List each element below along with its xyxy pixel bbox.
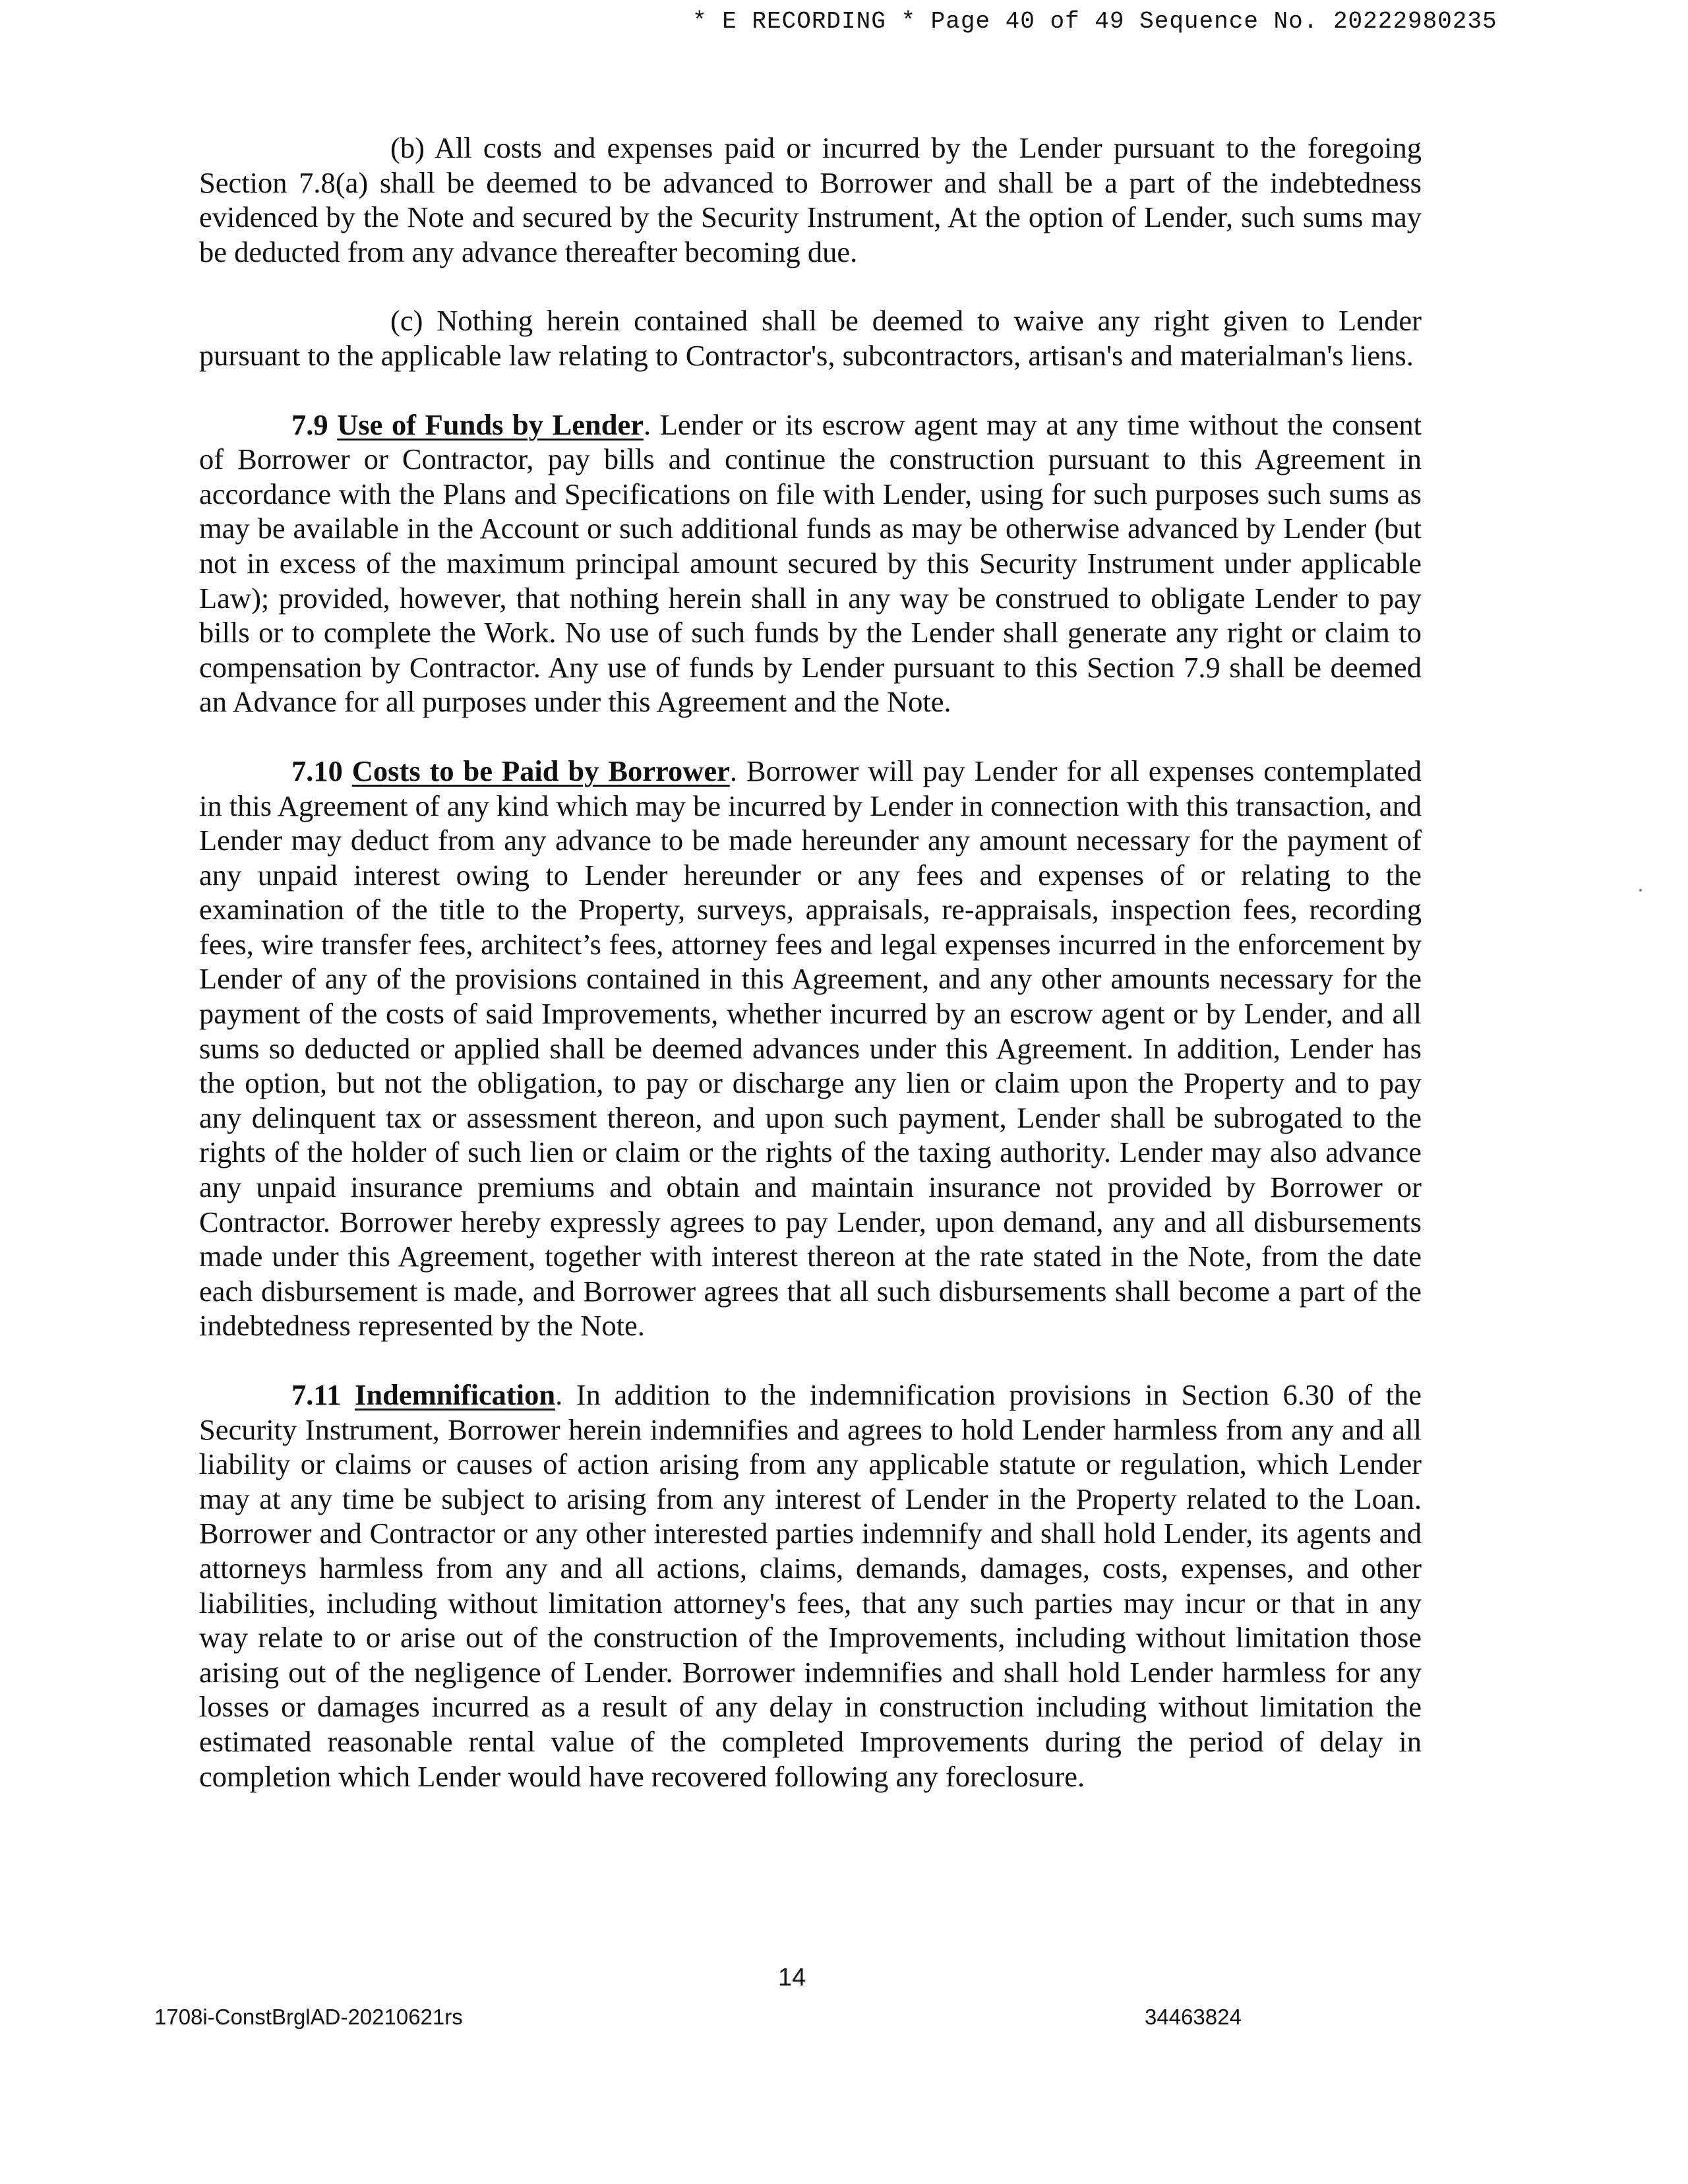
- section-body: . Borrower will pay Lender for all expenses contemplated in this Agreement of any kind which may be incurred by Lender in connection with this transaction, and Lender may deduct from any advance to be made hereunder any amount necessary for the payment of any unpaid interest owing to Lender hereunder or any fees and expenses of or relating to the examination of the title to the Property, surveys, appraisals, re-appraisals, inspection fees, recording fees, wire transfer fees, architect’s fees, attorney fees and legal expenses incurred in the enforcement by Lender of any of the provisions contained in this Agreement, and any other amounts necessary for the payment of the costs of said Improvements, whether incurred by an escrow agent or by Lender, and all sums so deducted or applied shall be deemed advances under this Agreement. In addition, Lender has the option, but not the obligation, to pay or discharge any lien or claim upon the Property and to pay any delinquent tax or assessment thereon, and upon such payment, Lender shall be subrogated to the rights of the holder of such lien or claim or the rights of the taxing authority. Lender may also advance any unpaid insurance premiums and obtain and maintain insurance not provided by Borrower or Contractor. Borrower hereby expressly agrees to pay Lender, upon demand, any and all disbursements made under this Agreement, together with interest thereon at the rate stated in the Note, from the date each disbursement is made, and Borrower agrees that all such disbursements shall become a part of the indebtedness represented by the Note.: [199, 754, 1422, 1343]
- section-body: . In addition to the indemnification provisions in Section 6.30 of the Security Instrument, Borrower herein indemnifies and agrees to hold Lender harmless from any and all liability or claims or causes of action arising from any applicable statute or regulation, which Lender may at any time be subject to arising from any interest of Lender in the Property related to the Loan. Borrower and Contractor or any other interested parties indemnify and shall hold Lender, its agents and attorneys harmless from any and all actions, claims, demands, damages, costs, expenses, and other liabilities, including without limitation attorney's fees, that any such parties may incur or that in any way relate to or arise out of the construction of the Improvements, including without limitation those arising out of the negligence of Lender. Borrower indemnifies and shall hold Lender harmless for any losses or damages incurred as a result of any delay in construction including without limitation the estimated reasonable rental value of the completed Improvements during the period of delay in completion which Lender would have recovered following any foreclosure.: [199, 1378, 1422, 1793]
- section-number: 7.10: [291, 754, 343, 787]
- recording-stamp: * E RECORDING * Page 40 of 49 Sequence No. 20222980235: [692, 8, 1497, 35]
- section-title: Use of Funds by Lender: [337, 408, 644, 441]
- section-body: . Lender or its escrow agent may at any time without the consent of Borrower or Contractor, pay bills and continue the construction pursuant to this Agreement in accordance with the Plans and Specifications on file with Lender, using for such purposes such sums as may be available in the Account or such additional funds as may be otherwise advanced by Lender (but not in excess of the maximum principal amount secured by this Security Instrument under applicable Law); provided, however, that nothing herein shall in any way be construed to obligate Lender to pay bills or to complete the Work. No use of such funds by the Lender shall generate any right or claim to compensation by Contractor. Any use of funds by Lender pursuant to this Section 7.9 shall be deemed an Advance for all purposes under this Agreement and the Note.: [199, 408, 1422, 719]
- page-number: 14: [778, 1964, 806, 1991]
- section-number: 7.11: [291, 1378, 342, 1411]
- paragraph-7-8-b: (b) All costs and expenses paid or incurred by the Lender pursuant to the foregoing Section 7.8(a) shall be deemed to be advanced to Borrower and shall be a part of the indebtedness evidenced by the Note and secured by the Security Instrument, At the option of Lender, such sums may be deducted from any advance thereafter becoming due.: [199, 131, 1422, 268]
- footer-doc-id: 34463824: [1145, 2005, 1242, 2029]
- document-body: [199, 131, 1422, 1828]
- footer-doc-code: 1708i-ConstBrglAD-20210621rs: [154, 2005, 463, 2029]
- section-title: Costs to be Paid by Borrower: [351, 754, 730, 787]
- section-7-10: [199, 754, 1422, 1343]
- section-title: Indemnification: [355, 1378, 556, 1411]
- section-7-9: [199, 408, 1422, 719]
- scan-speck: [1639, 889, 1642, 892]
- section-7-11: [199, 1378, 1422, 1794]
- paragraph-7-8-c: (c) Nothing herein contained shall be deemed to waive any right given to Lender pursuant to the applicable law relating to Contractor's, subcontractors, artisan's and materialman's liens.: [199, 304, 1422, 372]
- section-number: 7.9: [291, 408, 328, 441]
